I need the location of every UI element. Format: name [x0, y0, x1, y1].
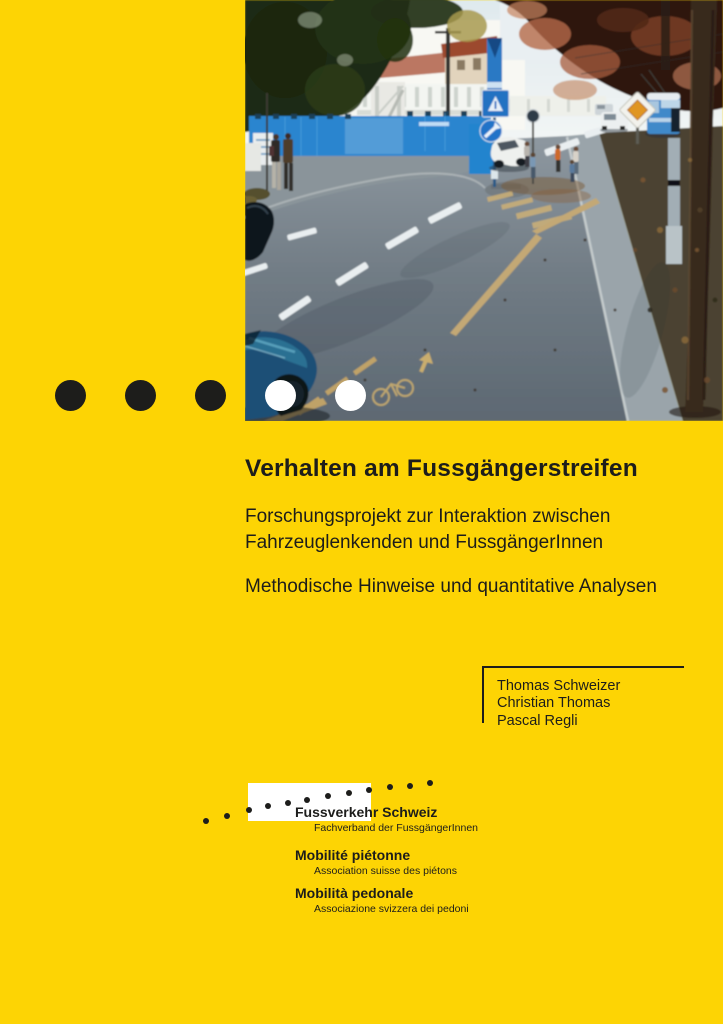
org-name: Fussverkehr Schweiz: [295, 804, 438, 820]
author-list: [497, 678, 620, 730]
method-line: Methodische Hinweise und quantitative Analysen: [245, 576, 657, 597]
logo-dot: [427, 780, 433, 786]
logo-dot: [285, 800, 291, 806]
logo-dot: [304, 797, 310, 803]
org-mobilite-pietonne: [295, 848, 457, 877]
bullet-dot-5: [335, 380, 366, 411]
page-title: Verhalten am Fussgängerstreifen: [245, 455, 638, 482]
org-subtitle: Fachverband der FussgängerInnen: [314, 822, 479, 834]
logo-dot: [407, 783, 413, 789]
org-mobilita-pedonale: [295, 886, 469, 915]
bullet-dot-1: [55, 380, 86, 411]
author-name-1: Thomas Schweizer: [497, 678, 621, 694]
subtitle-line-1: Forschungsprojekt zur Interaktion zwischen: [245, 506, 611, 527]
bullet-dot-2: [125, 380, 156, 411]
org-fussverkehr-schweiz: [295, 805, 478, 834]
org-name: Mobilité piétonne: [295, 847, 411, 863]
logo-dot: [246, 807, 252, 813]
author-name-3: Pascal Regli: [497, 712, 578, 729]
logo-dot: [203, 818, 209, 824]
author-box-left-rule: [482, 666, 484, 723]
bullet-dot-3: [195, 380, 226, 411]
logo-dot: [387, 784, 393, 790]
subtitle: [245, 504, 610, 555]
logo-dot: [346, 790, 352, 796]
subtitle-line-2: Fahrzeuglenkenden und FussgängerInnen: [245, 531, 604, 553]
author-box-top-rule: [482, 666, 684, 668]
logo-dot: [325, 793, 331, 799]
org-name: Mobilità pedonale: [295, 885, 414, 901]
org-subtitle: Associazione svizzera dei pedoni: [314, 903, 469, 915]
author-name-2: Christian Thomas: [497, 695, 611, 712]
cover-photo: [245, 0, 723, 421]
org-subtitle: Association suisse des piétons: [314, 865, 457, 877]
logo-dot: [366, 787, 372, 793]
logo-dot: [224, 813, 230, 819]
logo-dot: [265, 803, 271, 809]
bullet-dot-4: [265, 380, 296, 411]
street-crossing-scene: [245, 0, 723, 421]
